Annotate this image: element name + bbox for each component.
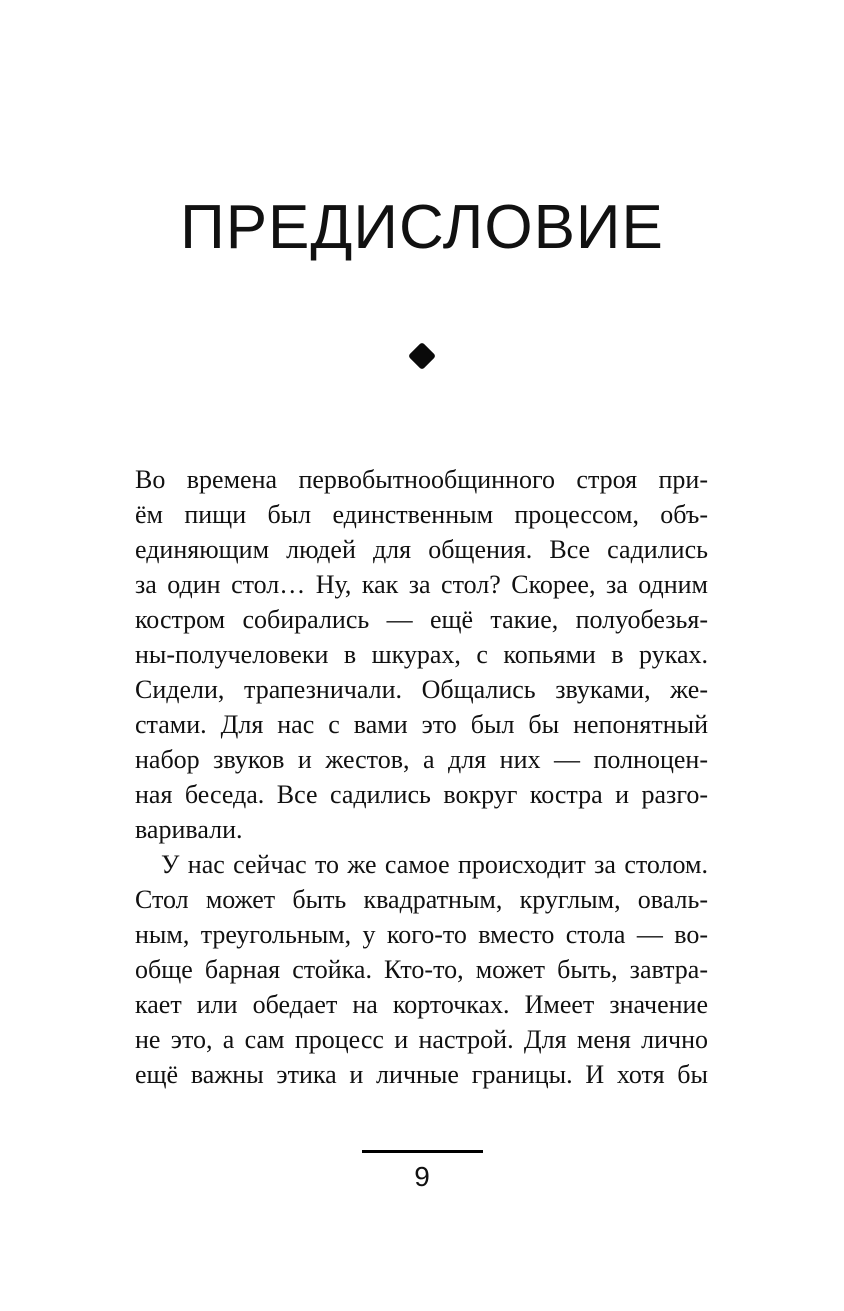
text-line: единяющим людей для общения. Все садились	[135, 535, 708, 564]
text-line: варивали.	[135, 815, 243, 844]
text-line: Во времена первобытнообщинного строя при-	[135, 465, 708, 494]
ornament-row	[0, 346, 844, 366]
text-line: стами. Для нас с вами это был бы непонятный	[135, 710, 708, 739]
paragraph	[135, 462, 708, 847]
body-text	[135, 462, 708, 1092]
text-line: Сидели, трапезничали. Общались звуками, же-	[135, 675, 708, 704]
diamond-ornament-icon	[408, 342, 436, 370]
text-line: не это, а сам процесс и настрой. Для меня лично	[135, 1025, 708, 1054]
text-line: обще барная стойка. Кто-то, может быть, завтра-	[135, 955, 708, 984]
text-line: ём пищи был единственным процессом, объ-	[135, 500, 708, 529]
footer-rule	[362, 1150, 483, 1153]
chapter-title: ПРЕДИСЛОВИЕ	[180, 193, 664, 262]
text-line: Стол может быть квадратным, круглым, оваль-	[135, 885, 708, 914]
text-line: костром собирались — ещё такие, полуобезья-	[135, 605, 708, 634]
text-line: ным, треугольным, у кого-то вместо стола — во-	[135, 920, 708, 949]
text-line: за один стол… Ну, как за стол? Скорее, за одним	[135, 570, 708, 599]
page-footer	[0, 1150, 844, 1191]
text-line: У нас сейчас то же самое происходит за столом.	[161, 850, 708, 879]
text-line: ны-получеловеки в шкурах, с копьями в руках.	[135, 640, 708, 669]
text-line: набор звуков и жестов, а для них — полноцен-	[135, 745, 708, 774]
text-line: ещё важны этика и личные границы. И хотя бы	[135, 1060, 708, 1089]
paragraph	[135, 847, 708, 1092]
text-line: кает или обедает на корточках. Имеет значение	[135, 990, 708, 1019]
text-line: ная беседа. Все садились вокруг костра и разго-	[135, 780, 708, 809]
page-number: 9	[414, 1161, 430, 1192]
